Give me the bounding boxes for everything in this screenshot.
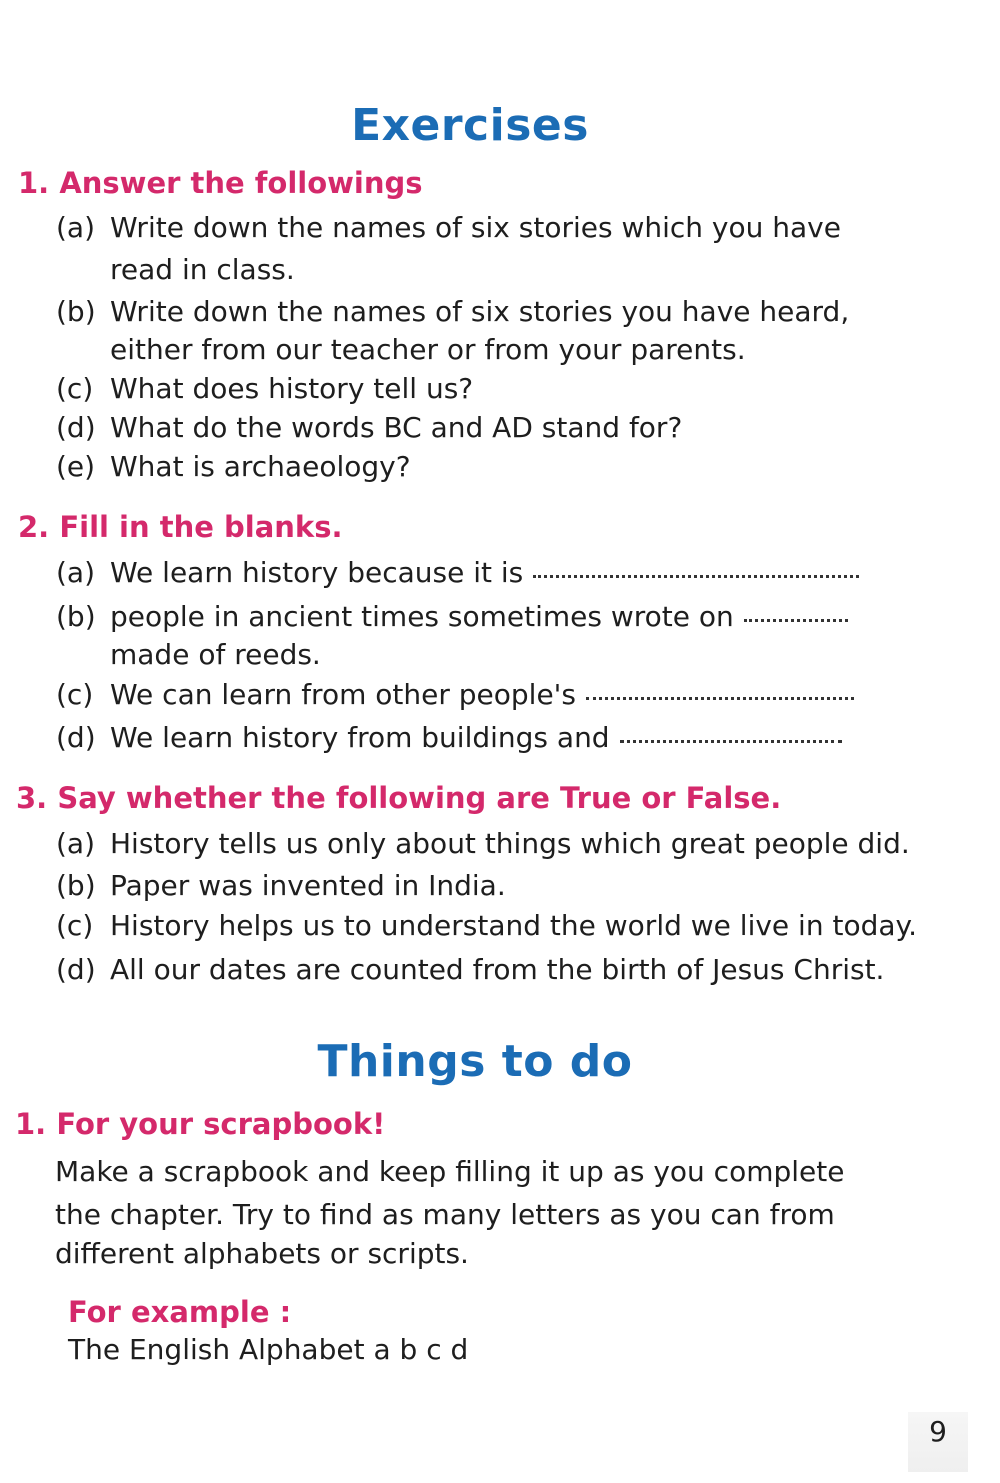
item-text: Paper was invented in India. <box>110 869 506 902</box>
scrapbook-paragraph-line-1: Make a scrapbook and keep filling it up as you complete <box>55 1155 845 1188</box>
scrapbook-number: 1. <box>15 1107 47 1141</box>
q2-number: 2. <box>18 510 50 544</box>
item-label: (a) <box>56 556 96 589</box>
q1-item-a <box>56 208 841 248</box>
q1-item-c <box>56 369 473 409</box>
q3-item-c <box>56 906 917 946</box>
q2-heading-text: Fill in the blanks. <box>59 510 343 544</box>
q3-heading-text: Say whether the following are True or False. <box>57 781 782 815</box>
blank-line <box>533 575 859 578</box>
q3-item-a <box>56 824 910 864</box>
item-label: (c) <box>56 678 94 711</box>
scrapbook-paragraph-line-3: different alphabets or scripts. <box>55 1237 469 1270</box>
q3-item-b <box>56 866 506 906</box>
scrapbook-heading <box>15 1107 385 1141</box>
item-label: (d) <box>56 953 96 986</box>
example-heading: For example : <box>68 1295 292 1329</box>
q2-item-a <box>56 553 859 593</box>
q3-number: 3. <box>16 781 48 815</box>
item-text: History tells us only about things which great people did. <box>110 827 910 860</box>
item-text: What do the words BC and AD stand for? <box>110 411 683 444</box>
item-label: (b) <box>56 295 96 328</box>
item-text: Write down the names of six stories which you have <box>110 211 841 244</box>
q2-heading <box>18 510 342 544</box>
q2-item-b-cont: made of reeds. <box>110 638 321 671</box>
item-label: (d) <box>56 721 96 754</box>
item-label: (c) <box>56 372 94 405</box>
q1-heading <box>18 166 423 200</box>
q1-item-a-cont: read in class. <box>110 253 295 286</box>
q1-item-d <box>56 408 682 448</box>
blank-line <box>620 740 842 743</box>
item-label: (e) <box>56 450 96 483</box>
q1-number: 1. <box>18 166 50 200</box>
blank-line <box>744 619 848 622</box>
item-text: All our dates are counted from the birth of Jesus Christ. <box>110 953 885 986</box>
things-to-do-title: Things to do <box>317 1036 633 1087</box>
item-text: What is archaeology? <box>110 450 411 483</box>
q3-heading <box>16 781 781 815</box>
item-text: History helps us to understand the world we live in today. <box>110 909 917 942</box>
q2-item-c <box>56 675 854 715</box>
item-label: (a) <box>56 827 96 860</box>
q1-item-e <box>56 447 411 487</box>
blank-line <box>586 697 854 700</box>
example-line: The English Alphabet a b c d <box>68 1333 469 1366</box>
item-text: Write down the names of six stories you have heard, <box>110 295 850 328</box>
item-text: We learn history because it is <box>110 556 524 589</box>
scrapbook-paragraph-line-2: the chapter. Try to find as many letters as you can from <box>55 1198 835 1231</box>
exercises-title: Exercises <box>351 100 589 151</box>
item-text: We can learn from other people's <box>110 678 576 711</box>
item-label: (b) <box>56 600 96 633</box>
item-label: (c) <box>56 909 94 942</box>
q2-item-b <box>56 597 848 637</box>
item-label: (b) <box>56 869 96 902</box>
item-text: What does history tell us? <box>110 372 474 405</box>
q1-item-b-cont: either from our teacher or from your parents. <box>110 333 746 366</box>
scrapbook-heading-text: For your scrapbook! <box>56 1107 386 1141</box>
item-label: (d) <box>56 411 96 444</box>
item-text: We learn history from buildings and <box>110 721 610 754</box>
item-label: (a) <box>56 211 96 244</box>
q3-item-d <box>56 950 884 990</box>
item-text: people in ancient times sometimes wrote on <box>110 600 734 633</box>
q1-heading-text: Answer the followings <box>59 166 423 200</box>
page-number: 9 <box>908 1412 968 1472</box>
q1-item-b <box>56 292 849 332</box>
q2-item-d <box>56 718 842 758</box>
